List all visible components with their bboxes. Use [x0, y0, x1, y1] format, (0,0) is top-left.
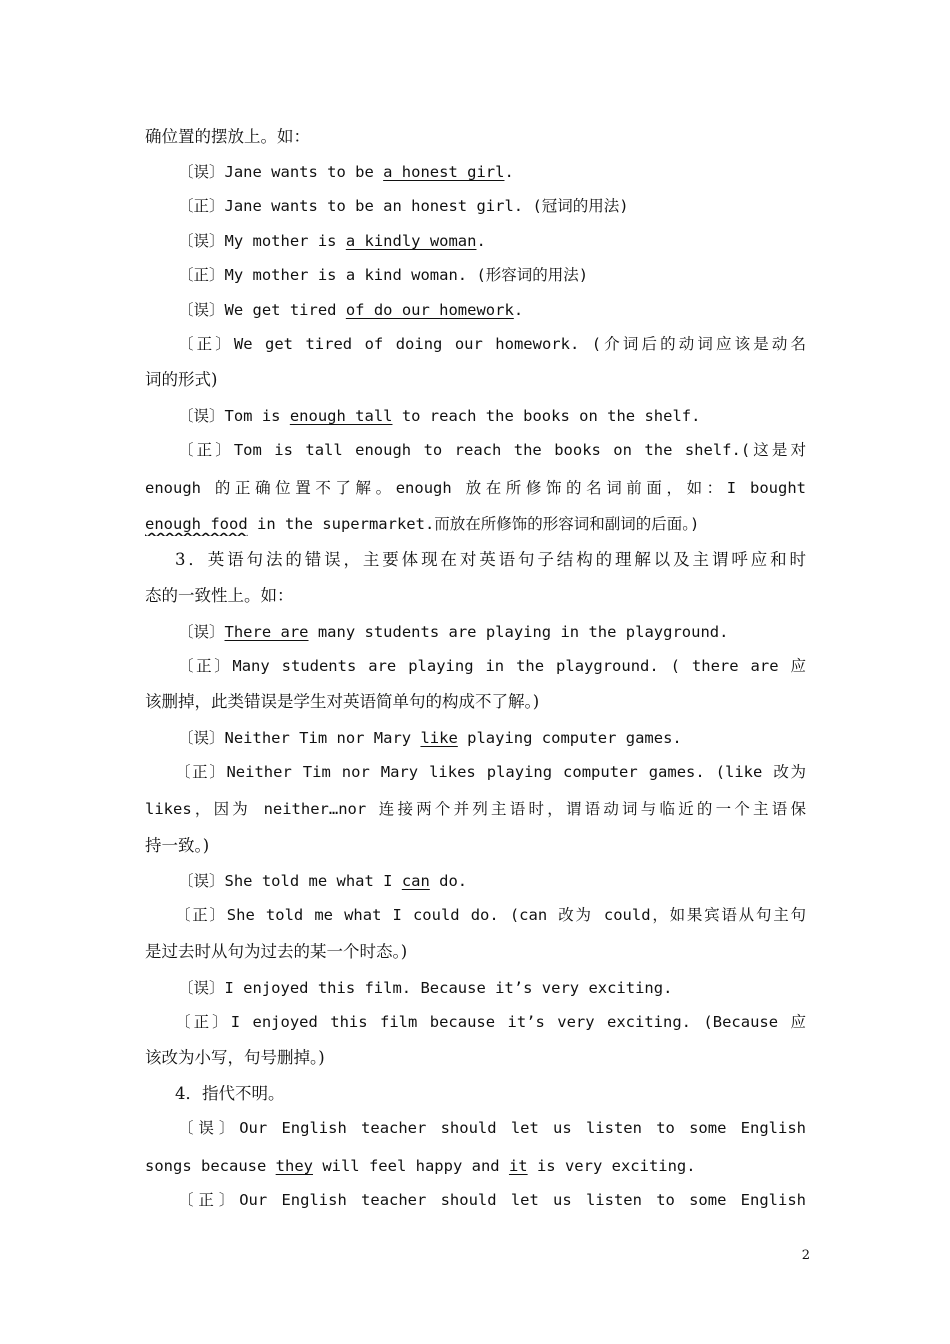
error-underline: like	[420, 729, 458, 747]
error-underline: a honest girl	[383, 163, 505, 181]
error-underline: they	[275, 1157, 313, 1175]
correct-example-line: 〔正〕I enjoyed this film because it’s very exciting. (Because 应	[175, 1013, 806, 1031]
wrong-example-line: 〔误〕She told me what I can do.	[178, 872, 468, 890]
text-line: 词的形式)	[145, 370, 218, 389]
text-line: songs because they will feel happy and it is very exciting.	[145, 1157, 696, 1175]
error-underline: a kindly woman	[345, 232, 477, 250]
text-line: likes，因为 neither…nor 连接两个并列主语时，谓语动词与临近的一个主语保	[145, 800, 806, 818]
correct-example-line: 〔正〕Jane wants to be an honest girl. (冠词的用法)	[178, 197, 629, 215]
wrong-example-line: 〔误〕There are many students are playing in the playground.	[178, 623, 729, 641]
correct-example-line: 〔正〕Tom is tall enough to reach the books on the shelf.(这是对	[178, 441, 806, 459]
error-underline: There are	[224, 623, 309, 641]
text-line: 该改为小写，句号删掉。)	[145, 1048, 325, 1067]
correct-example-line: 〔正〕Many students are playing in the playground. ( there are 应	[178, 657, 806, 675]
wrong-example-line: 〔误〕Jane wants to be a honest girl.	[178, 163, 514, 181]
wavy-underline: enough food	[145, 515, 248, 533]
error-underline: enough tall	[289, 407, 393, 425]
text-line: 持一致。)	[145, 836, 210, 855]
correct-example-line: 〔正〕Our English teacher should let us listen to some English	[178, 1191, 806, 1209]
correct-example-line: 〔正〕We get tired of doing our homework. (介词后的动词应该是动名	[178, 335, 806, 353]
wrong-example-line: 〔误〕We get tired of do our homework.	[178, 301, 524, 319]
text-line: 态的一致性上。如：	[145, 586, 294, 605]
text-line: 该删掉，此类错误是学生对英语简单句的构成不了解。)	[145, 692, 540, 711]
error-underline: can	[401, 872, 430, 890]
text-line: 确位置的摆放上。如：	[145, 127, 310, 146]
text-line: enough food in the supermarket.而放在所修饰的形容词和副词的后面。)	[145, 515, 700, 533]
wrong-example-line: 〔误〕I enjoyed this film. Because it’s very exciting.	[178, 979, 673, 997]
error-underline: of do our homework	[345, 301, 514, 319]
correct-example-line: 〔正〕She told me what I could do. (can 改为 could，如果宾语从句主句	[175, 906, 806, 924]
correct-example-line: 〔正〕Neither Tim nor Mary likes playing computer games. (like 改为	[175, 763, 806, 781]
wrong-example-line: 〔误〕Neither Tim nor Mary like playing computer games.	[178, 729, 682, 747]
text-line: enough 的正确位置不了解。enough 放在所修饰的名词前面，如：I bought	[145, 479, 806, 497]
error-underline: it	[508, 1157, 528, 1175]
page-number: 2	[801, 1248, 810, 1263]
correct-example-line: 〔正〕My mother is a kind woman. (形容词的用法)	[178, 266, 589, 284]
wrong-example-line: 〔误〕My mother is a kindly woman.	[178, 232, 486, 250]
section-heading-4: 4．指代不明。	[175, 1084, 285, 1103]
wrong-example-line: 〔误〕Tom is enough tall to reach the books on the shelf.	[178, 407, 701, 425]
text-line: 是过去时从句为过去的某一个时态。)	[145, 942, 408, 961]
section-heading-3: 3．英语句法的错误，主要体现在对英语句子结构的理解以及主谓呼应和时	[175, 550, 806, 569]
wrong-example-line: 〔误〕Our English teacher should let us listen to some English	[178, 1119, 806, 1137]
